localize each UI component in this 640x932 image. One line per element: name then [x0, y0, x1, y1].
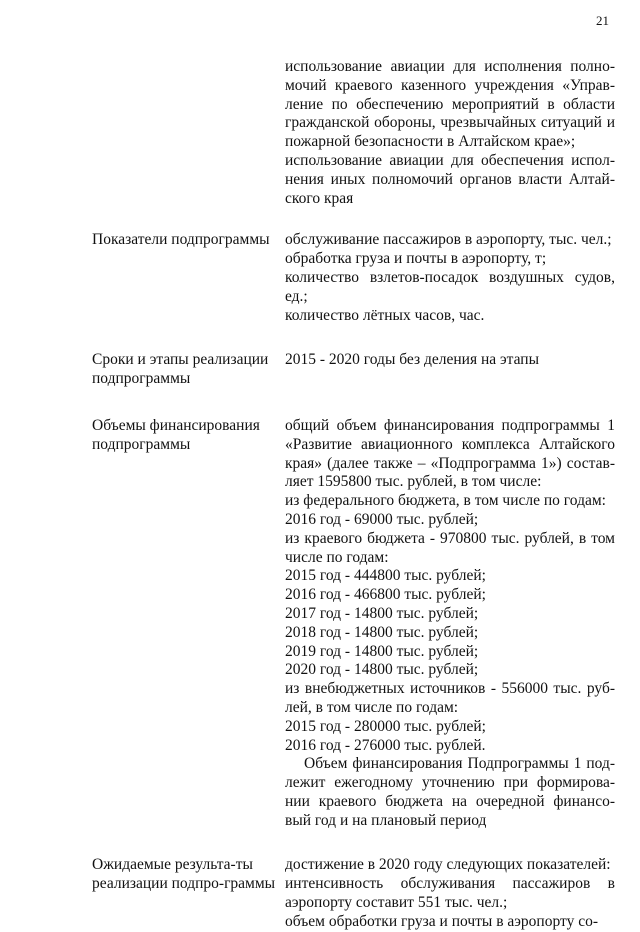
value-paragraph: 2017 год - 14800 тыс. рублей;	[285, 604, 479, 622]
row-value	[285, 351, 615, 370]
page-number: 21	[596, 13, 609, 28]
table-row-expected-results	[92, 856, 615, 931]
value-paragraph: 2015 - 2020 годы без деления на этапы	[285, 351, 540, 369]
value-paragraph: количество лётных часов, час.	[285, 306, 485, 324]
value-paragraph: интенсивность обслуживания пассажиров в аэропорту составит 551 тыс. чел.;	[285, 875, 615, 912]
row-value	[285, 58, 615, 208]
value-paragraph: обслуживание пассажиров в аэропорту, тыс. чел.;	[285, 231, 612, 249]
value-paragraph: общий объем финансирования подпрограммы 1 «Развитие авиационного комплекса Алтайского края» (далее также – «Подпрограмма 1») состав-ляет 1595800 тыс. рублей, в том числе:	[285, 416, 615, 491]
value-paragraph: 2016 год - 466800 тыс. рублей;	[285, 586, 486, 604]
value-paragraph: Объем финансирования Подпрограммы 1 под-лежит ежегодному уточнению при формирова-нии краевого бюджета на очередной финансо-вый год и на плановый период	[285, 755, 615, 829]
table-row-financing	[92, 417, 615, 831]
row-value	[285, 417, 615, 831]
value-paragraph: объем обработки груза и почты в аэропорту со-	[285, 912, 599, 930]
value-paragraph: 2016 год - 276000 тыс. рублей.	[285, 736, 486, 754]
passport-table	[92, 58, 615, 932]
value-paragraph: обработка груза и почты в аэропорту, т;	[285, 250, 547, 268]
value-paragraph: использование авиации для обеспечения испол-нения иных полномочий органов власти Алтай-ского края	[285, 151, 615, 207]
table-row-indicators	[92, 231, 615, 325]
value-paragraph: 2020 год - 14800 тыс. рублей;	[285, 661, 479, 679]
row-label: Сроки и этапы реализации подпрограммы	[92, 351, 269, 388]
value-paragraph: 2018 год - 14800 тыс. рублей;	[285, 623, 479, 641]
value-paragraph: из внебюджетных источников - 556000 тыс. руб-лей, в том числе по годам:	[285, 680, 615, 716]
value-paragraph: 2015 год - 280000 тыс. рублей;	[285, 717, 486, 735]
value-paragraph: использование авиации для исполнения полно-мочий краевого казенного учреждения «Управ-ление по обеспечению мероприятий в области гражданской обороны, чрезвычайных ситуаций и пожарной безопасности в Алтайском крае»;	[285, 58, 615, 151]
value-paragraph: достижение в 2020 году следующих показателей:	[285, 856, 611, 874]
value-paragraph: из краевого бюджета - 970800 тыс. рублей, в том числе по годам:	[285, 529, 615, 566]
table-row-aviation-use	[92, 58, 615, 208]
table-row-terms	[92, 351, 615, 389]
value-paragraph: количество взлетов-посадок воздушных судов, ед.;	[285, 268, 615, 305]
row-label: Показатели подпрограммы	[92, 231, 270, 249]
value-paragraph: 2015 год - 444800 тыс. рублей;	[285, 567, 486, 585]
row-value	[285, 856, 615, 931]
row-value	[285, 231, 615, 325]
value-paragraph: из федерального бюджета, в том числе по годам:	[285, 492, 606, 510]
row-label: Ожидаемые результа-ты реализации подпро-граммы	[92, 856, 276, 893]
value-paragraph: 2016 год - 69000 тыс. рублей;	[285, 510, 479, 528]
value-paragraph: 2019 год - 14800 тыс. рублей;	[285, 642, 479, 660]
row-label: Объемы финансирования подпрограммы	[92, 416, 260, 453]
